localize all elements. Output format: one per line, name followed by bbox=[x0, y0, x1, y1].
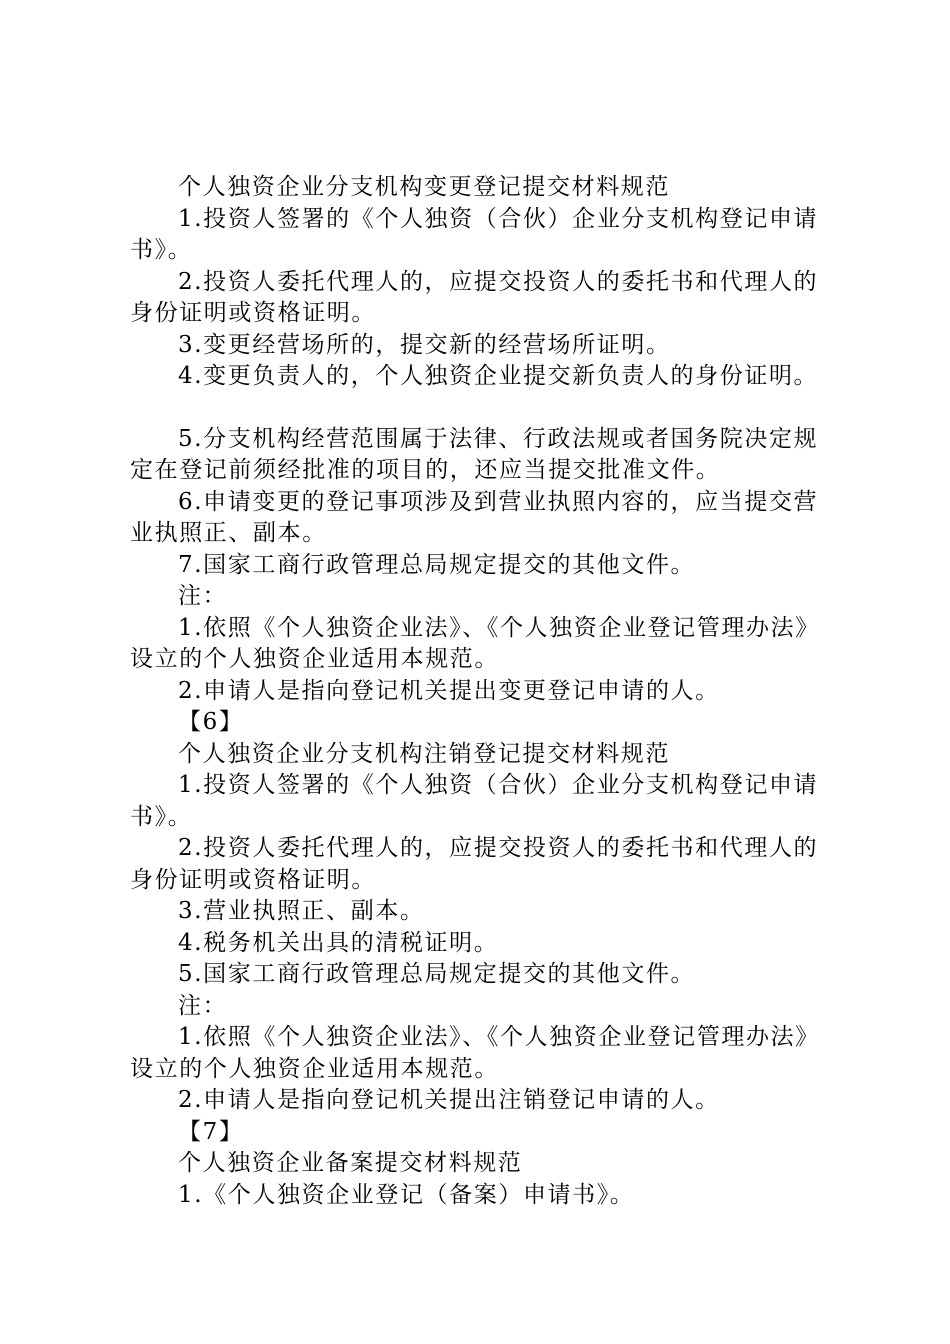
note-item: 2.申请人是指向登记机关提出变更登记申请的人。 bbox=[178, 677, 720, 704]
list-item: 2.投资人委托代理人的，应提交投资人的委托书和代理人的身份证明或资格证明。 bbox=[130, 268, 819, 326]
list-item: 5.国家工商行政管理总局规定提交的其他文件。 bbox=[178, 961, 696, 987]
section-number: 【6】 bbox=[178, 709, 244, 735]
section-number: 【7】 bbox=[178, 1118, 244, 1145]
section-title: 个人独资企业分支机构变更登记提交材料规范 bbox=[178, 174, 670, 200]
list-item: 1.投资人签署的《个人独资（合伙）企业分支机构登记申请书》。 bbox=[130, 205, 819, 263]
note-heading: 注： bbox=[178, 583, 228, 609]
list-item: 6.申请变更的登记事项涉及到营业执照内容的，应当提交营业执照正、副本。 bbox=[130, 488, 819, 546]
section-title: 个人独资企业分支机构注销登记提交材料规范 bbox=[178, 740, 670, 767]
list-item: 4.变更负责人的，个人独资企业提交新负责人的身份证明。 bbox=[178, 363, 819, 389]
list-item: 2.投资人委托代理人的，应提交投资人的委托书和代理人的身份证明或资格证明。 bbox=[130, 835, 819, 893]
list-item: 1.投资人签署的《个人独资（合伙）企业分支机构登记申请书》。 bbox=[130, 772, 819, 830]
note-item: 2.申请人是指向登记机关提出注销登记申请的人。 bbox=[178, 1087, 720, 1113]
list-item: 5.分支机构经营范围属于法律、行政法规或者国务院决定规定在登记前须经批准的项目的，还应当提交批准文件。 bbox=[130, 425, 819, 483]
list-item: 3.营业执照正、副本。 bbox=[178, 898, 425, 924]
note-item: 1.依照《个人独资企业法》、《个人独资企业登记管理办法》设立的个人独资企业适用本规范。 bbox=[130, 614, 820, 672]
note-item: 1.依照《个人独资企业法》、《个人独资企业登记管理办法》设立的个人独资企业适用本规范。 bbox=[130, 1024, 820, 1082]
section-title: 个人独资企业备案提交材料规范 bbox=[178, 1150, 523, 1176]
list-item: 7.国家工商行政管理总局规定提交的其他文件。 bbox=[178, 551, 696, 578]
document-body bbox=[130, 172, 835, 1211]
list-item: 4.税务机关出具的清税证明。 bbox=[178, 929, 499, 956]
list-item: 3.变更经营场所的，提交新的经营场所证明。 bbox=[178, 331, 671, 358]
note-heading: 注： bbox=[178, 992, 228, 1019]
list-item: 1.《个人独资企业登记（备案）申请书》。 bbox=[178, 1181, 635, 1208]
